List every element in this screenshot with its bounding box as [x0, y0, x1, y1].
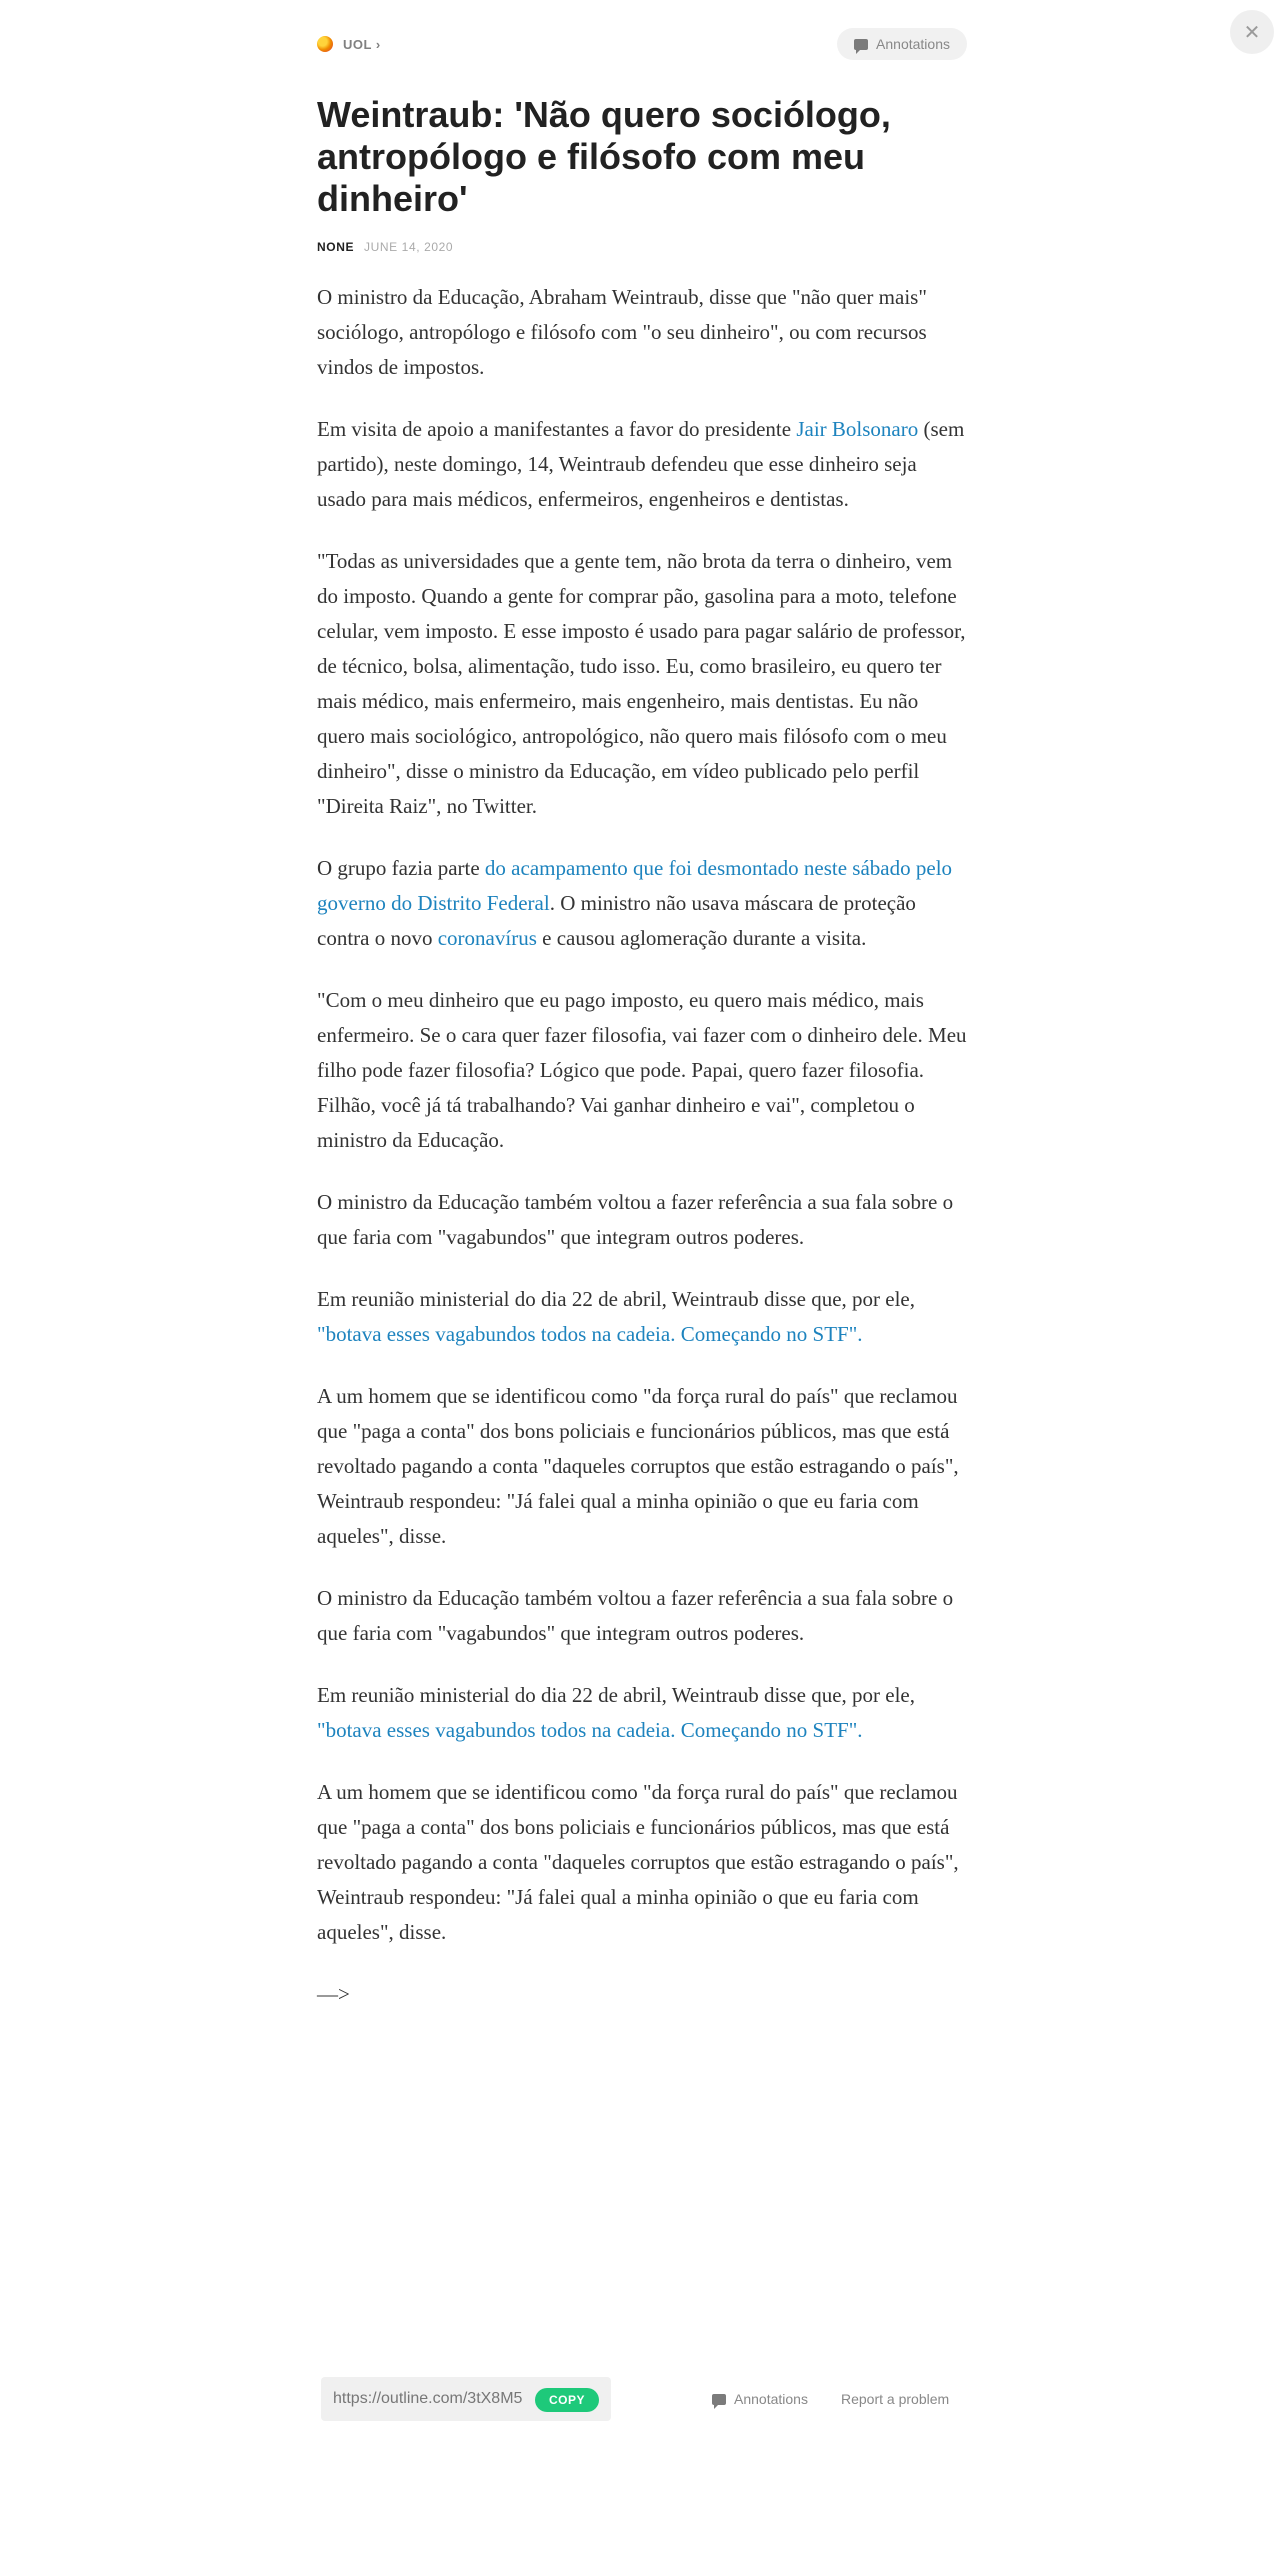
link-coronavirus[interactable]: coronavírus	[437, 926, 537, 950]
share-url-field[interactable]: https://outline.com/3tX8M5	[333, 2390, 523, 2407]
annotations-button[interactable]	[837, 28, 967, 60]
footer	[321, 2377, 971, 2421]
article-meta	[317, 240, 967, 254]
paragraph-12: —>	[317, 1982, 350, 2006]
paragraph-11: A um homem que se identificou como "da força rural do país" que reclamou que "paga a conta" dos bons policiais e funcionários públicos, mas que está revoltado pagando a conta "daqueles corruptos que estão estragando o país", Weintraub respondeu: "Já falei qual a minha opinião o que eu faria com aqueles", disse.	[317, 1780, 959, 1944]
article-author: NONE	[317, 240, 355, 254]
comment-bubble-icon	[712, 2394, 726, 2405]
paragraph-2	[317, 412, 967, 517]
paragraph-10	[317, 1678, 967, 1748]
link-vagabundos-quote[interactable]: "botava esses vagabundos todos na cadeia. Começando no STF".	[317, 1322, 863, 1346]
close-icon: ✕	[1243, 20, 1261, 44]
share-url-box	[321, 2377, 611, 2421]
link-jair-bolsonaro[interactable]: Jair Bolsonaro	[796, 417, 919, 441]
paragraph-3: "Todas as universidades que a gente tem, não brota da terra o dinheiro, vem do imposto. Quando a gente for comprar pão, gasolina para a moto, telefone celular, vem imposto. E esse imposto é usado para pagar salário de professor, de técnico, bolsa, alimentação, tudo isso. Eu, como brasileiro, eu quero ter mais médico, mais enfermeiro, mais engenheiro, mais dentistas. Eu não quero mais sociológico, antropológico, não quero mais filósofo com o meu dinheiro", disse o ministro da Educação, em vídeo publicado pelo perfil "Direita Raiz", no Twitter.	[317, 549, 966, 818]
source-label: UOL ›	[343, 36, 381, 52]
link-vagabundos-quote-2[interactable]: "botava esses vagabundos todos na cadeia. Começando no STF".	[317, 1718, 863, 1742]
paragraph-4	[317, 851, 967, 956]
article-date: JUNE 14, 2020	[364, 240, 454, 254]
paragraph-5: "Com o meu dinheiro que eu pago imposto, eu quero mais médico, mais enfermeiro. Se o cara quer fazer filosofia, vai fazer com o dinheiro dele. Meu filho pode fazer filosofia? Lógico que pode. Papai, quero fazer filosofia. Filhão, você já tá trabalhando? Vai ganhar dinheiro e vai", completou o ministro da Educação.	[317, 988, 967, 1152]
comment-bubble-icon	[854, 39, 868, 50]
paragraph-6: O ministro da Educação também voltou a fazer referência a sua fala sobre o que faria com "vagabundos" que integram outros poderes.	[317, 1190, 954, 1249]
link-acampamento[interactable]: do acampamento que foi desmontado neste sábado pelo governo do Distrito Federal	[317, 856, 953, 915]
paragraph-text: Em reunião ministerial do dia 22 de abril, Weintraub disse que, por ele,	[317, 1683, 916, 1707]
paragraph-text: O grupo fazia parte	[317, 856, 485, 880]
paragraph-9: O ministro da Educação também voltou a fazer referência a sua fala sobre o que faria com "vagabundos" que integram outros poderes.	[317, 1586, 954, 1645]
paragraph-text: (sem partido), neste domingo, 14, Weintraub defendeu que esse dinheiro seja usado para mais médicos, enfermeiros, engenheiros e dentistas.	[317, 417, 965, 511]
paragraph-8: A um homem que se identificou como "da força rural do país" que reclamou que "paga a conta" dos bons policiais e funcionários públicos, mas que está revoltado pagando a conta "daqueles corruptos que estão estragando o país", Weintraub respondeu: "Já falei qual a minha opinião o que eu faria com aqueles", disse.	[317, 1384, 959, 1548]
paragraph-text: Em visita de apoio a manifestantes a favor do presidente	[317, 417, 797, 441]
uol-logo-icon	[317, 36, 333, 52]
paragraph-text: . O ministro não usava máscara de proteção contra o novo	[317, 891, 916, 950]
copy-button[interactable]: COPY	[535, 2388, 599, 2412]
report-problem-link[interactable]: Report a problem	[841, 2391, 950, 2407]
article-top-row	[317, 24, 967, 64]
paragraph-7	[317, 1282, 967, 1352]
annotations-label: Annotations	[876, 36, 950, 52]
footer-annotations-label: Annotations	[734, 2391, 808, 2407]
paragraph-1: O ministro da Educação, Abraham Weintraub, disse que "não quer mais" sociólogo, antropólogo e filósofo com "o seu dinheiro", ou com recursos vindos de impostos.	[317, 285, 927, 379]
article-title: Weintraub: 'Não quero sociólogo, antropólogo e filósofo com meu dinheiro'	[317, 94, 891, 219]
article	[317, 24, 967, 2039]
paragraph-text: Em reunião ministerial do dia 22 de abril, Weintraub disse que, por ele,	[317, 1287, 916, 1311]
footer-annotations-link[interactable]	[712, 2391, 808, 2407]
paragraph-text: e causou aglomeração durante a visita.	[536, 926, 867, 950]
close-button[interactable]	[1230, 10, 1274, 54]
source-link[interactable]	[317, 36, 381, 52]
article-body	[317, 280, 967, 2012]
